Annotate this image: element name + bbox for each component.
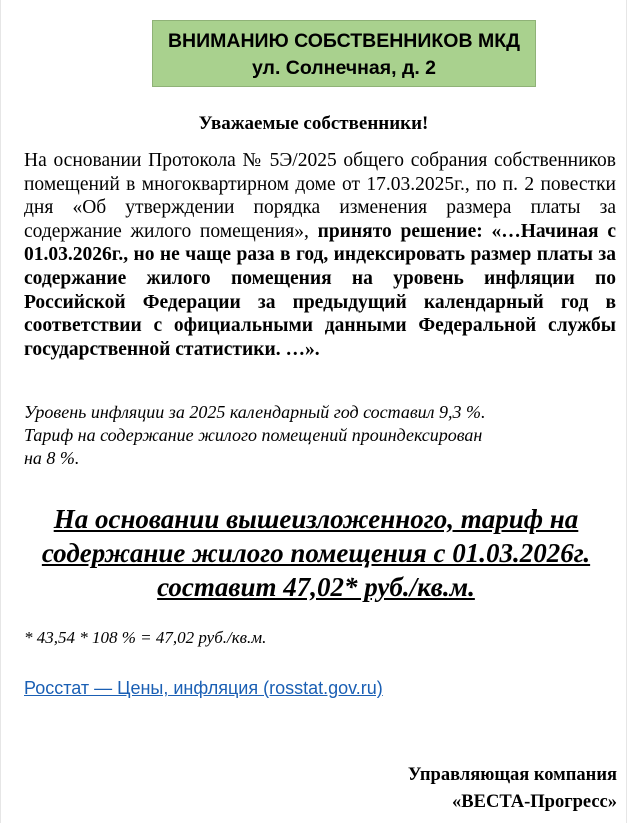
- tariff-statement: [20, 502, 612, 604]
- inflation-note: [24, 401, 616, 470]
- header-address: ул. Солнечная, д. 2: [251, 57, 437, 79]
- tariff-line-2: содержание жилого помещения с 01.03.2026г.: [41, 538, 591, 568]
- inflation-line-1: Уровень инфляции за 2025 календарный год составил 9,3 %.: [24, 402, 486, 422]
- tariff-line-3: составит 47,02* руб./кв.м.: [157, 572, 475, 602]
- inflation-line-3: на 8 %.: [24, 448, 80, 468]
- header-title: ВНИМАНИЮ СОБСТВЕННИКОВ МКД: [167, 30, 521, 52]
- signature-block: [408, 762, 617, 816]
- rosstat-link[interactable]: Росстат — Цены, инфляция (rosstat.gov.ru): [24, 678, 383, 698]
- protocol-intro: На основании Протокола № 5Э/2025 общего собрания собственников помещений в многоквартирном доме от 17.03.2025г., по п. 2 повестки дня «Об утверждении порядка изменения размера платы за содержание жилого помещения»,: [24, 150, 616, 242]
- tariff-formula: * 43,54 * 108 % = 47,02 руб./кв.м.: [24, 628, 267, 647]
- signature-line-1: Управляющая компания: [407, 765, 617, 785]
- decision-text: принято решение: «…Начиная с 01.03.2026г., но не чаще раза в год, индексировать размер платы за содержание жилого помещения на уровень инфляции по Российской Федерации за предыдущий календарный год в соответствии с официальными данными Федеральной службы государственной статистики. …».: [24, 220, 616, 360]
- main-paragraph: [24, 149, 616, 361]
- inflation-line-2: Тариф на содержание жилого помещений проиндексирован: [24, 425, 483, 445]
- header-banner: [152, 20, 536, 87]
- signature-company: «ВЕСТА-Прогресс»: [452, 792, 617, 812]
- tariff-line-1: На основании вышеизложенного, тариф на: [53, 504, 579, 534]
- greeting-heading: Уважаемые собственники!: [198, 113, 429, 134]
